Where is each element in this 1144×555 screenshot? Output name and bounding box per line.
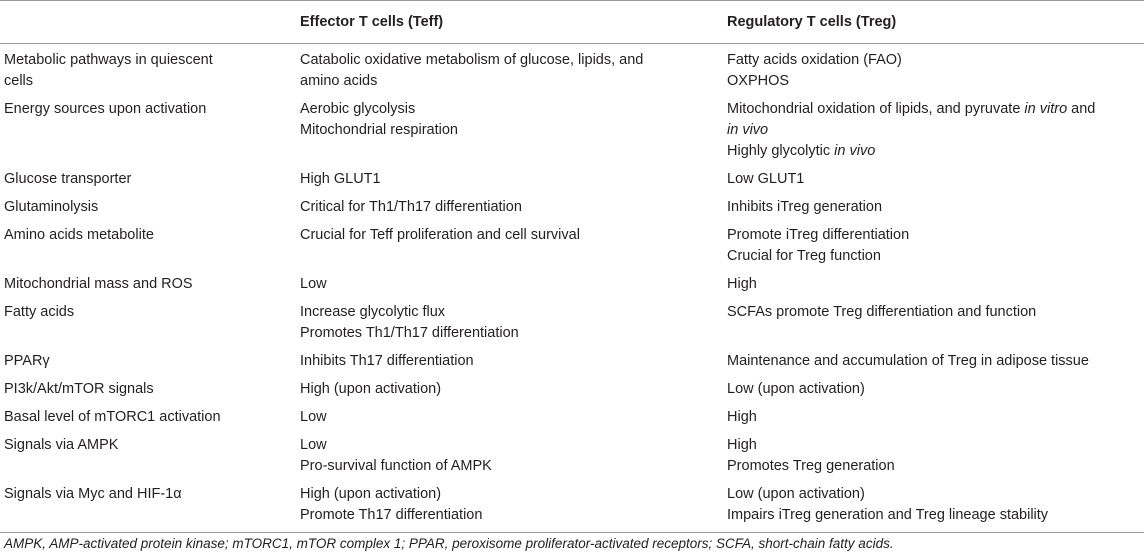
teff-cell [300,348,727,376]
cell-line: SCFAs promote Treg differentiation and function [727,304,1037,320]
cell-line: Promotes Th1/Th17 differentiation [300,325,519,341]
treg-cell [727,376,1144,404]
feature-cell [0,271,300,299]
feature-cell [0,432,300,481]
feature-cell [0,194,300,222]
cell-line: Basal level of mTORC1 activation [4,409,221,425]
cell-line: amino acids [300,73,378,89]
teff-cell [300,376,727,404]
cell-line: Critical for Th1/Th17 differentiation [300,199,522,215]
cell-line: OXPHOS [727,73,790,89]
cell-text: Highly glycolytic [727,143,835,159]
cell-line: Inhibits Th17 differentiation [300,353,474,369]
table-row [0,432,1144,481]
cell-line: Signals via Myc and HIF-1α [4,486,182,502]
cell-line: Metabolic pathways in quiescent [4,52,213,68]
feature-cell [0,404,300,432]
table-row [0,96,1144,166]
table-row [0,271,1144,299]
feature-cell [0,166,300,194]
cell-line: Promote Th17 differentiation [300,507,483,523]
teff-cell [300,96,727,166]
cell-line: Maintenance and accumulation of Treg in adipose tissue [727,353,1089,369]
table-footnote: AMPK, AMP-activated protein kinase; mTORC1, mTOR complex 1; PPAR, peroxisome proliferator-activated receptors; SCFA, short-chain fatty acids. [4,536,894,551]
table-row [0,166,1144,194]
feature-cell [0,96,300,166]
cell-line: Increase glycolytic flux [300,304,446,320]
cell-line: Aerobic glycolysis [300,101,416,117]
cell-line: Mitochondrial mass and ROS [4,276,193,292]
cell-line: Low (upon activation) [727,486,865,502]
teff-cell [300,404,727,432]
cell-line: Catabolic oxidative metabolism of glucose, lipids, and [300,52,644,68]
cell-line: PPARγ [4,353,50,369]
cell-line: Inhibits iTreg generation [727,199,883,215]
cell-line: Promote iTreg differentiation [727,227,910,243]
treg-cell [727,404,1144,432]
cell-text: in vivo [727,122,769,138]
feature-cell [0,222,300,271]
treg-cell [727,222,1144,271]
cell-line: Fatty acids oxidation (FAO) [727,52,902,68]
feature-cell [0,44,300,97]
table-row [0,376,1144,404]
cell-line: Pro-survival function of AMPK [300,458,492,474]
teff-cell [300,481,727,533]
table-row [0,404,1144,432]
cell-text: in vivo [834,143,876,159]
table-row [0,194,1144,222]
treg-cell [727,271,1144,299]
table-row [0,481,1144,533]
cell-line: High GLUT1 [300,171,381,187]
feature-cell [0,299,300,348]
treg-cell [727,348,1144,376]
cell-line: Low [300,437,327,453]
header-feature [0,1,300,44]
teff-cell [300,271,727,299]
teff-cell [300,194,727,222]
teff-cell [300,432,727,481]
cell-line: High [727,437,757,453]
cell-text: and [1067,101,1096,117]
header-teff: Effector T cells (Teff) [300,1,727,44]
cell-line: Low (upon activation) [727,381,865,397]
header-treg: Regulatory T cells (Treg) [727,1,1144,44]
cell-line: Crucial for Teff proliferation and cell survival [300,227,580,243]
cell-line: High [727,276,757,292]
cell-line [727,141,1144,162]
feature-cell [0,481,300,533]
cell-line: Impairs iTreg generation and Treg lineage stability [727,507,1049,523]
table-row [0,348,1144,376]
cell-line: High [727,409,757,425]
cell-line: Glucose transporter [4,171,132,187]
treg-cell [727,194,1144,222]
cell-line: Fatty acids [4,304,75,320]
cell-line: High (upon activation) [300,381,442,397]
treg-cell [727,44,1144,97]
teff-cell [300,299,727,348]
cell-line: Crucial for Treg function [727,248,881,264]
treg-cell [727,299,1144,348]
cell-text: in vitro [1024,101,1068,117]
teff-cell [300,44,727,97]
feature-cell [0,376,300,404]
cell-line: Low GLUT1 [727,171,805,187]
cell-line: Mitochondrial respiration [300,122,458,138]
treg-cell [727,432,1144,481]
table-row [0,44,1144,97]
feature-cell [0,348,300,376]
cell-line: cells [4,73,34,89]
cell-line: Low [300,409,327,425]
cell-line: Low [300,276,327,292]
teff-cell [300,166,727,194]
cell-line: Promotes Treg generation [727,458,895,474]
cell-line [727,120,1144,141]
table-row [0,222,1144,271]
treg-cell [727,166,1144,194]
cell-line: High (upon activation) [300,486,442,502]
cell-line [727,99,1144,120]
cell-line: Glutaminolysis [4,199,99,215]
cell-line: Energy sources upon activation [4,101,207,117]
treg-cell [727,96,1144,166]
treg-cell [727,481,1144,533]
cell-line: Amino acids metabolite [4,227,154,243]
table-header-row [0,1,1144,44]
table-row [0,299,1144,348]
cell-text: Mitochondrial oxidation of lipids, and pyruvate [727,101,1025,117]
cell-line: PI3k/Akt/mTOR signals [4,381,154,397]
cell-line: Signals via AMPK [4,437,119,453]
teff-cell [300,222,727,271]
